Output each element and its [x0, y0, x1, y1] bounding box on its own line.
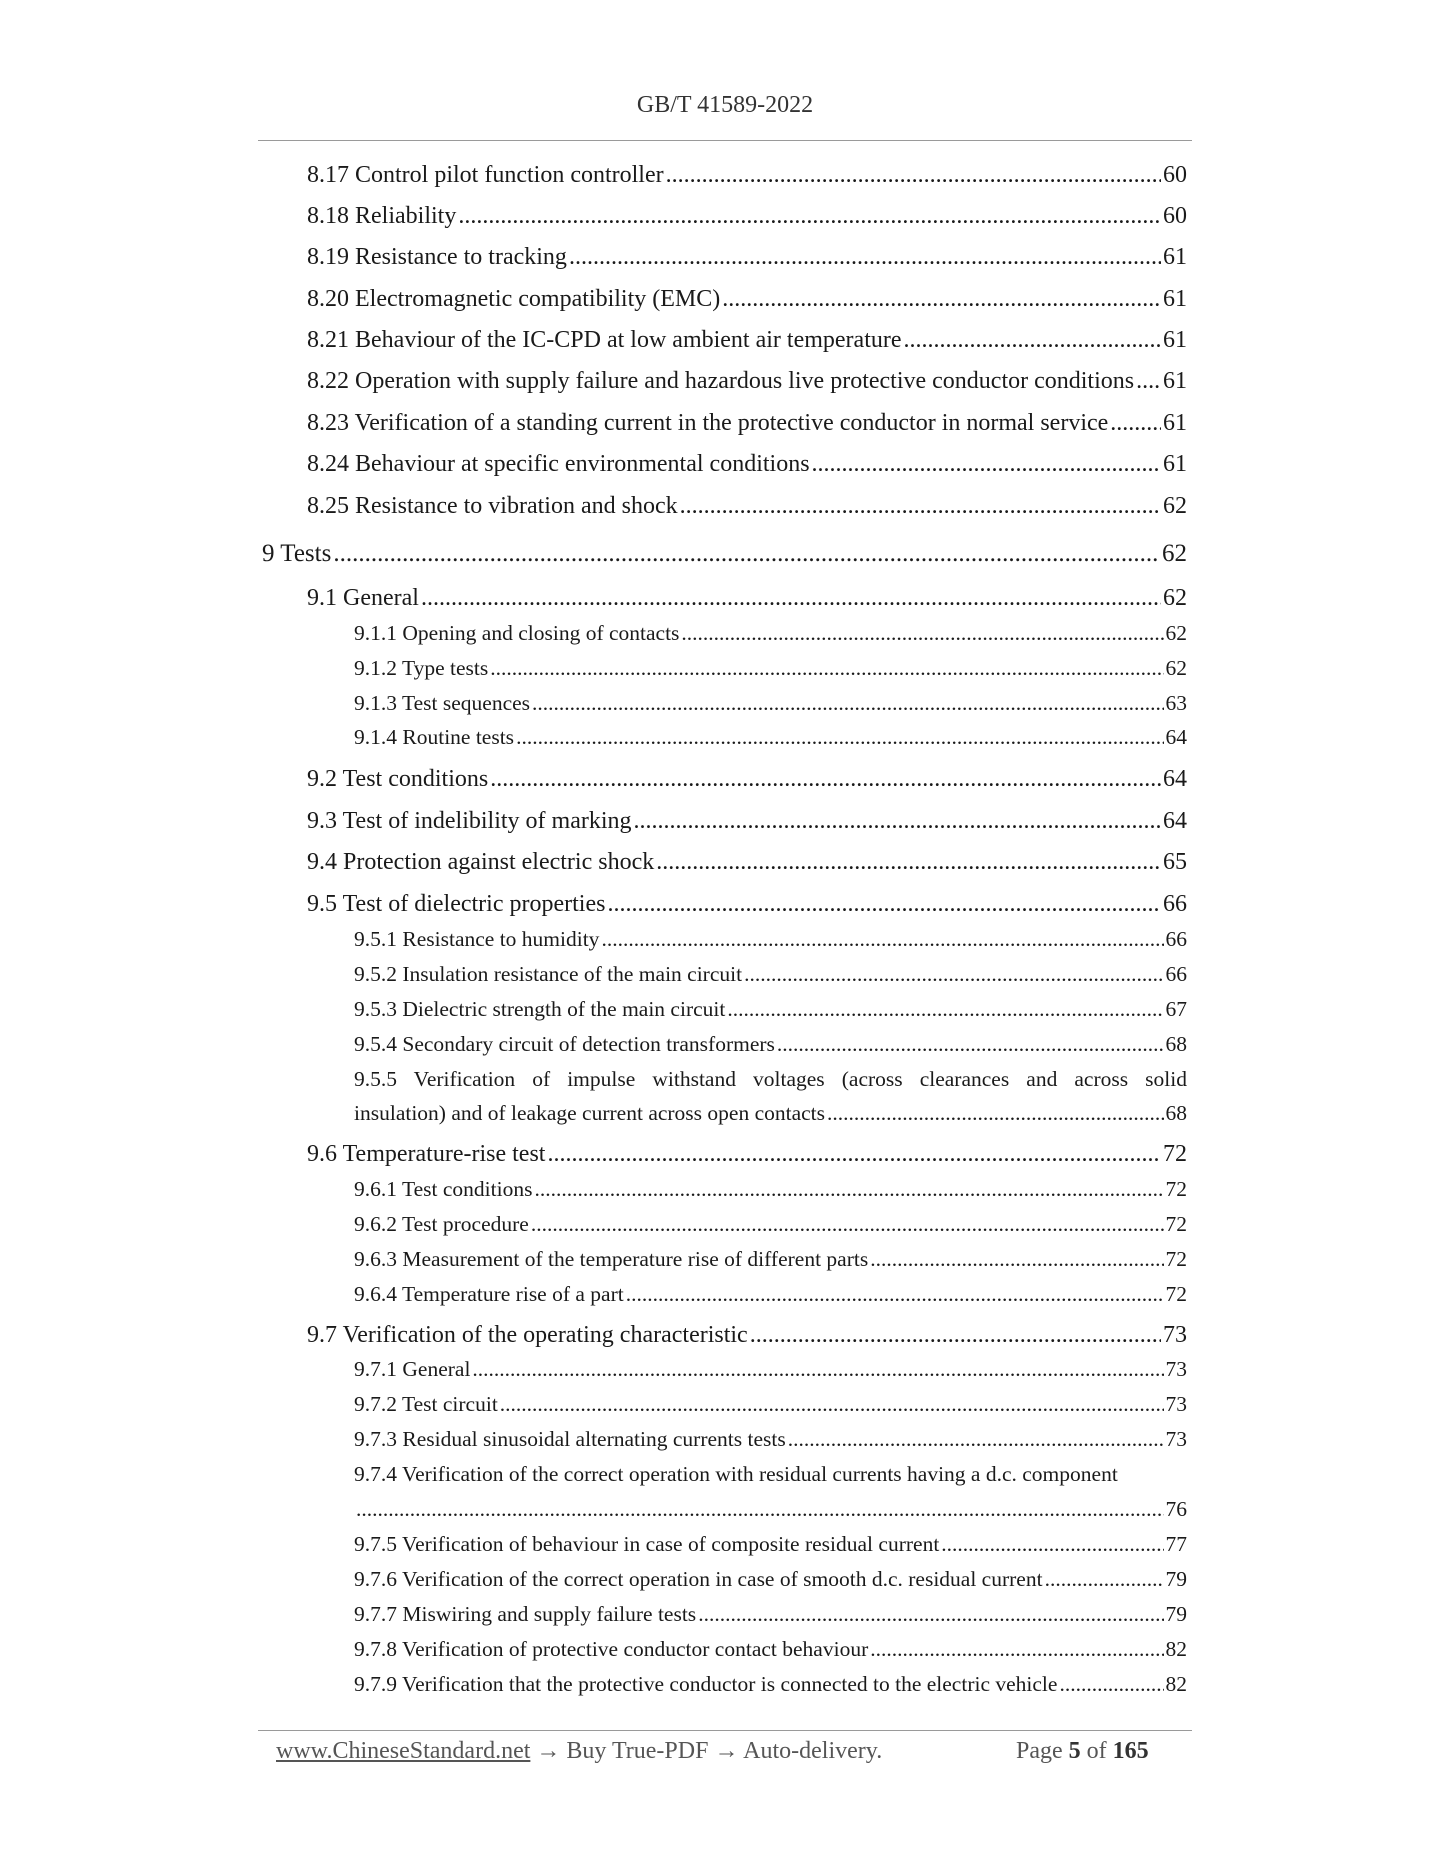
toc-subentry[interactable]: 9.1.3 Test sequences ..... 63 — [354, 692, 1187, 716]
toc-entry[interactable]: 9.1 General ..... 62 — [307, 585, 1187, 611]
page-number: 73 — [1165, 1357, 1187, 1381]
toc-subentry[interactable]: 9.6.4 Temperature rise of a part ..... 72 — [354, 1283, 1187, 1307]
arrow-right-icon: → — [536, 1738, 561, 1764]
toc-subentry[interactable]: 9.5.4 Secondary circuit of detection transformers ..... 68 — [354, 1033, 1187, 1057]
page-number: 77 — [1165, 1532, 1187, 1556]
page-label: Page — [1016, 1738, 1063, 1764]
dot-leader — [666, 162, 1161, 188]
toc-entry[interactable]: 8.22 Operation with supply failure and hazardous live protective conductor conditions ..... 61 — [307, 368, 1187, 394]
toc-entry[interactable]: 8.19 Resistance to tracking ..... 61 — [307, 244, 1187, 270]
dot-leader — [531, 1213, 1164, 1237]
dot-leader — [722, 286, 1161, 312]
page-number: 82 — [1165, 1637, 1187, 1661]
toc-entry[interactable]: 8.21 Behaviour of the IC-CPD at low ambient air temperature ..... 61 — [307, 327, 1187, 353]
toc-entry[interactable]: 9.7 Verification of the operating characteristic ..... 73 — [307, 1322, 1187, 1348]
page-number: 61 — [1163, 244, 1187, 270]
page-number: 73 — [1163, 1322, 1187, 1348]
page-number: 66 — [1165, 962, 1187, 986]
toc-entry[interactable]: 8.17 Control pilot function controller ..... 60 — [307, 162, 1187, 188]
dot-leader — [601, 928, 1163, 952]
toc-subentry[interactable]: 9.6.3 Measurement of the temperature rise of different parts ..... 72 — [354, 1248, 1187, 1272]
toc-subentry[interactable]: 9.7.6 Verification of the correct operation in case of smooth d.c. residual current ..... 79 — [354, 1568, 1187, 1592]
dot-leader — [500, 1393, 1164, 1417]
dot-leader — [626, 1283, 1164, 1307]
toc-subentry[interactable]: 9.7.5 Verification of behaviour in case of composite residual current ..... 77 — [354, 1533, 1187, 1557]
page-indicator — [1016, 1738, 1149, 1765]
arrow-right-icon: → — [714, 1738, 739, 1764]
toc-subentry[interactable]: 9.7.7 Miswiring and supply failure tests ..... 79 — [354, 1603, 1187, 1627]
page-number: 62 — [1163, 585, 1187, 611]
page-number: 62 — [1165, 621, 1187, 645]
footer-promo — [276, 1738, 882, 1765]
page-number: 61 — [1163, 368, 1187, 394]
page-number: 64 — [1165, 725, 1187, 749]
dot-leader — [569, 244, 1161, 270]
of-label: of — [1086, 1738, 1107, 1764]
page-number: 61 — [1163, 451, 1187, 477]
toc-subentry-wrapped-line[interactable]: 9.5.5 Verification of impulse withstand voltages (across clearances and across solid — [354, 1067, 1187, 1091]
page-number: 82 — [1165, 1672, 1187, 1696]
footer-divider — [258, 1730, 1192, 1731]
dot-leader — [458, 203, 1161, 229]
toc-entry[interactable]: 9.5 Test of dielectric properties ..... 66 — [307, 891, 1187, 917]
dot-leader — [516, 726, 1163, 750]
page-number: 73 — [1165, 1392, 1187, 1416]
dot-leader — [472, 1358, 1163, 1382]
page-number: 62 — [1163, 493, 1187, 519]
dot-leader — [1059, 1673, 1163, 1697]
page-number: 66 — [1165, 927, 1187, 951]
toc-subentry[interactable]: 9.6.2 Test procedure ..... 72 — [354, 1213, 1187, 1237]
dot-leader — [827, 1102, 1163, 1126]
dot-leader — [547, 1141, 1161, 1167]
toc-subentry[interactable]: 9.7.1 General ..... 73 — [354, 1358, 1187, 1382]
page-number: 62 — [1162, 540, 1187, 567]
page-number: 61 — [1163, 327, 1187, 353]
page-number: 60 — [1163, 162, 1187, 188]
document-id-header: GB/T 41589-2022 — [636, 92, 814, 118]
page-number: 76 — [1165, 1497, 1187, 1521]
dot-leader — [356, 1498, 1164, 1522]
dot-leader — [634, 808, 1161, 834]
page-number: 63 — [1165, 691, 1187, 715]
toc-subentry[interactable] — [354, 1498, 1187, 1522]
toc-subentry[interactable]: 9.6.1 Test conditions ..... 72 — [354, 1178, 1187, 1202]
toc-entry[interactable]: 8.25 Resistance to vibration and shock ..... 62 — [307, 493, 1187, 519]
dot-leader — [421, 585, 1161, 611]
toc-entry[interactable]: 9.4 Protection against electric shock ..... 65 — [307, 849, 1187, 875]
page-number: 68 — [1165, 1032, 1187, 1056]
toc-subentry[interactable]: 9.5.1 Resistance to humidity ..... 66 — [354, 928, 1187, 952]
dot-leader — [870, 1248, 1163, 1272]
page-number: 66 — [1163, 891, 1187, 917]
buy-pdf-text: Buy True-PDF — [566, 1738, 709, 1764]
dot-leader — [532, 692, 1163, 716]
page-number: 72 — [1163, 1141, 1187, 1167]
page-number: 79 — [1165, 1602, 1187, 1626]
toc-subentry[interactable]: 9.1.4 Routine tests ..... 64 — [354, 726, 1187, 750]
dot-leader — [681, 622, 1163, 646]
page-number: 60 — [1163, 203, 1187, 229]
page-number: 64 — [1163, 808, 1187, 834]
page-number: 68 — [1165, 1101, 1187, 1125]
toc-subentry[interactable]: 9.1.2 Type tests ..... 62 — [354, 657, 1187, 681]
dot-leader — [941, 1533, 1163, 1557]
toc-subentry[interactable]: 9.5.2 Insulation resistance of the main circuit ..... 66 — [354, 963, 1187, 987]
page-number: 62 — [1165, 656, 1187, 680]
dot-leader — [534, 1178, 1163, 1202]
toc-subentry[interactable]: 9.7.8 Verification of protective conductor contact behaviour ..... 82 — [354, 1638, 1187, 1662]
toc-chapter-entry[interactable]: 9 Tests ..... 62 — [262, 540, 1187, 568]
dot-leader — [777, 1033, 1164, 1057]
toc-subentry[interactable]: insulation) and of leakage current across open contacts ..... 68 — [354, 1102, 1187, 1126]
current-page-number: 5 — [1068, 1738, 1081, 1764]
toc-entry[interactable]: 8.23 Verification of a standing current in the protective conductor in normal service ..... 61 — [307, 410, 1187, 436]
auto-delivery-text: Auto-delivery. — [743, 1738, 883, 1764]
dot-leader — [490, 766, 1161, 792]
page-number: 61 — [1163, 410, 1187, 436]
dot-leader — [656, 849, 1161, 875]
dot-leader — [788, 1428, 1164, 1452]
toc-subentry[interactable]: 9.1.1 Opening and closing of contacts ..... 62 — [354, 622, 1187, 646]
page-number: 79 — [1165, 1567, 1187, 1591]
page-number: 72 — [1165, 1177, 1187, 1201]
toc-entry[interactable]: 8.20 Electromagnetic compatibility (EMC) ..... 61 — [307, 286, 1187, 312]
page-number: 67 — [1165, 997, 1187, 1021]
page-number: 61 — [1163, 286, 1187, 312]
dot-leader — [744, 963, 1163, 987]
toc-subentry-wrapped-line[interactable]: 9.7.4 Verification of the correct operation with residual currents having a d.c. component — [354, 1462, 1118, 1486]
page-number: 72 — [1165, 1282, 1187, 1306]
dot-leader — [607, 891, 1161, 917]
toc-entry[interactable]: 8.24 Behaviour at specific environmental conditions ..... 61 — [307, 451, 1187, 477]
dot-leader — [490, 657, 1163, 681]
toc-subentry[interactable]: 9.7.3 Residual sinusoidal alternating currents tests ..... 73 — [354, 1428, 1187, 1452]
page-number: 64 — [1163, 766, 1187, 792]
dot-leader — [870, 1638, 1163, 1662]
toc-entry[interactable]: 9.6 Temperature-rise test ..... 72 — [307, 1141, 1187, 1167]
dot-leader — [1110, 410, 1161, 436]
toc-entry[interactable]: 9.3 Test of indelibility of marking ..... 64 — [307, 808, 1187, 834]
page-number: 72 — [1165, 1212, 1187, 1236]
toc-entry[interactable]: 9.2 Test conditions ..... 64 — [307, 766, 1187, 792]
toc-subentry[interactable]: 9.7.9 Verification that the protective conductor is connected to the electric vehicle ..... 82 — [354, 1673, 1187, 1697]
toc-subentry[interactable]: 9.7.2 Test circuit ..... 73 — [354, 1393, 1187, 1417]
total-pages-number: 165 — [1112, 1738, 1149, 1764]
page-number: 73 — [1165, 1427, 1187, 1451]
page-number: 65 — [1163, 849, 1187, 875]
toc-entry[interactable]: 8.18 Reliability ..... 60 — [307, 203, 1187, 229]
dot-leader — [812, 451, 1161, 477]
dot-leader — [727, 998, 1163, 1022]
dot-leader — [698, 1603, 1163, 1627]
dot-leader — [750, 1322, 1161, 1348]
page-number: 72 — [1165, 1247, 1187, 1271]
site-link[interactable]: www.ChineseStandard.net — [276, 1738, 531, 1764]
dot-leader — [1045, 1568, 1164, 1592]
toc-subentry[interactable]: 9.5.3 Dielectric strength of the main circuit ..... 67 — [354, 998, 1187, 1022]
dot-leader — [333, 540, 1160, 568]
dot-leader — [1136, 368, 1161, 394]
dot-leader — [680, 493, 1161, 519]
dot-leader — [904, 327, 1161, 353]
